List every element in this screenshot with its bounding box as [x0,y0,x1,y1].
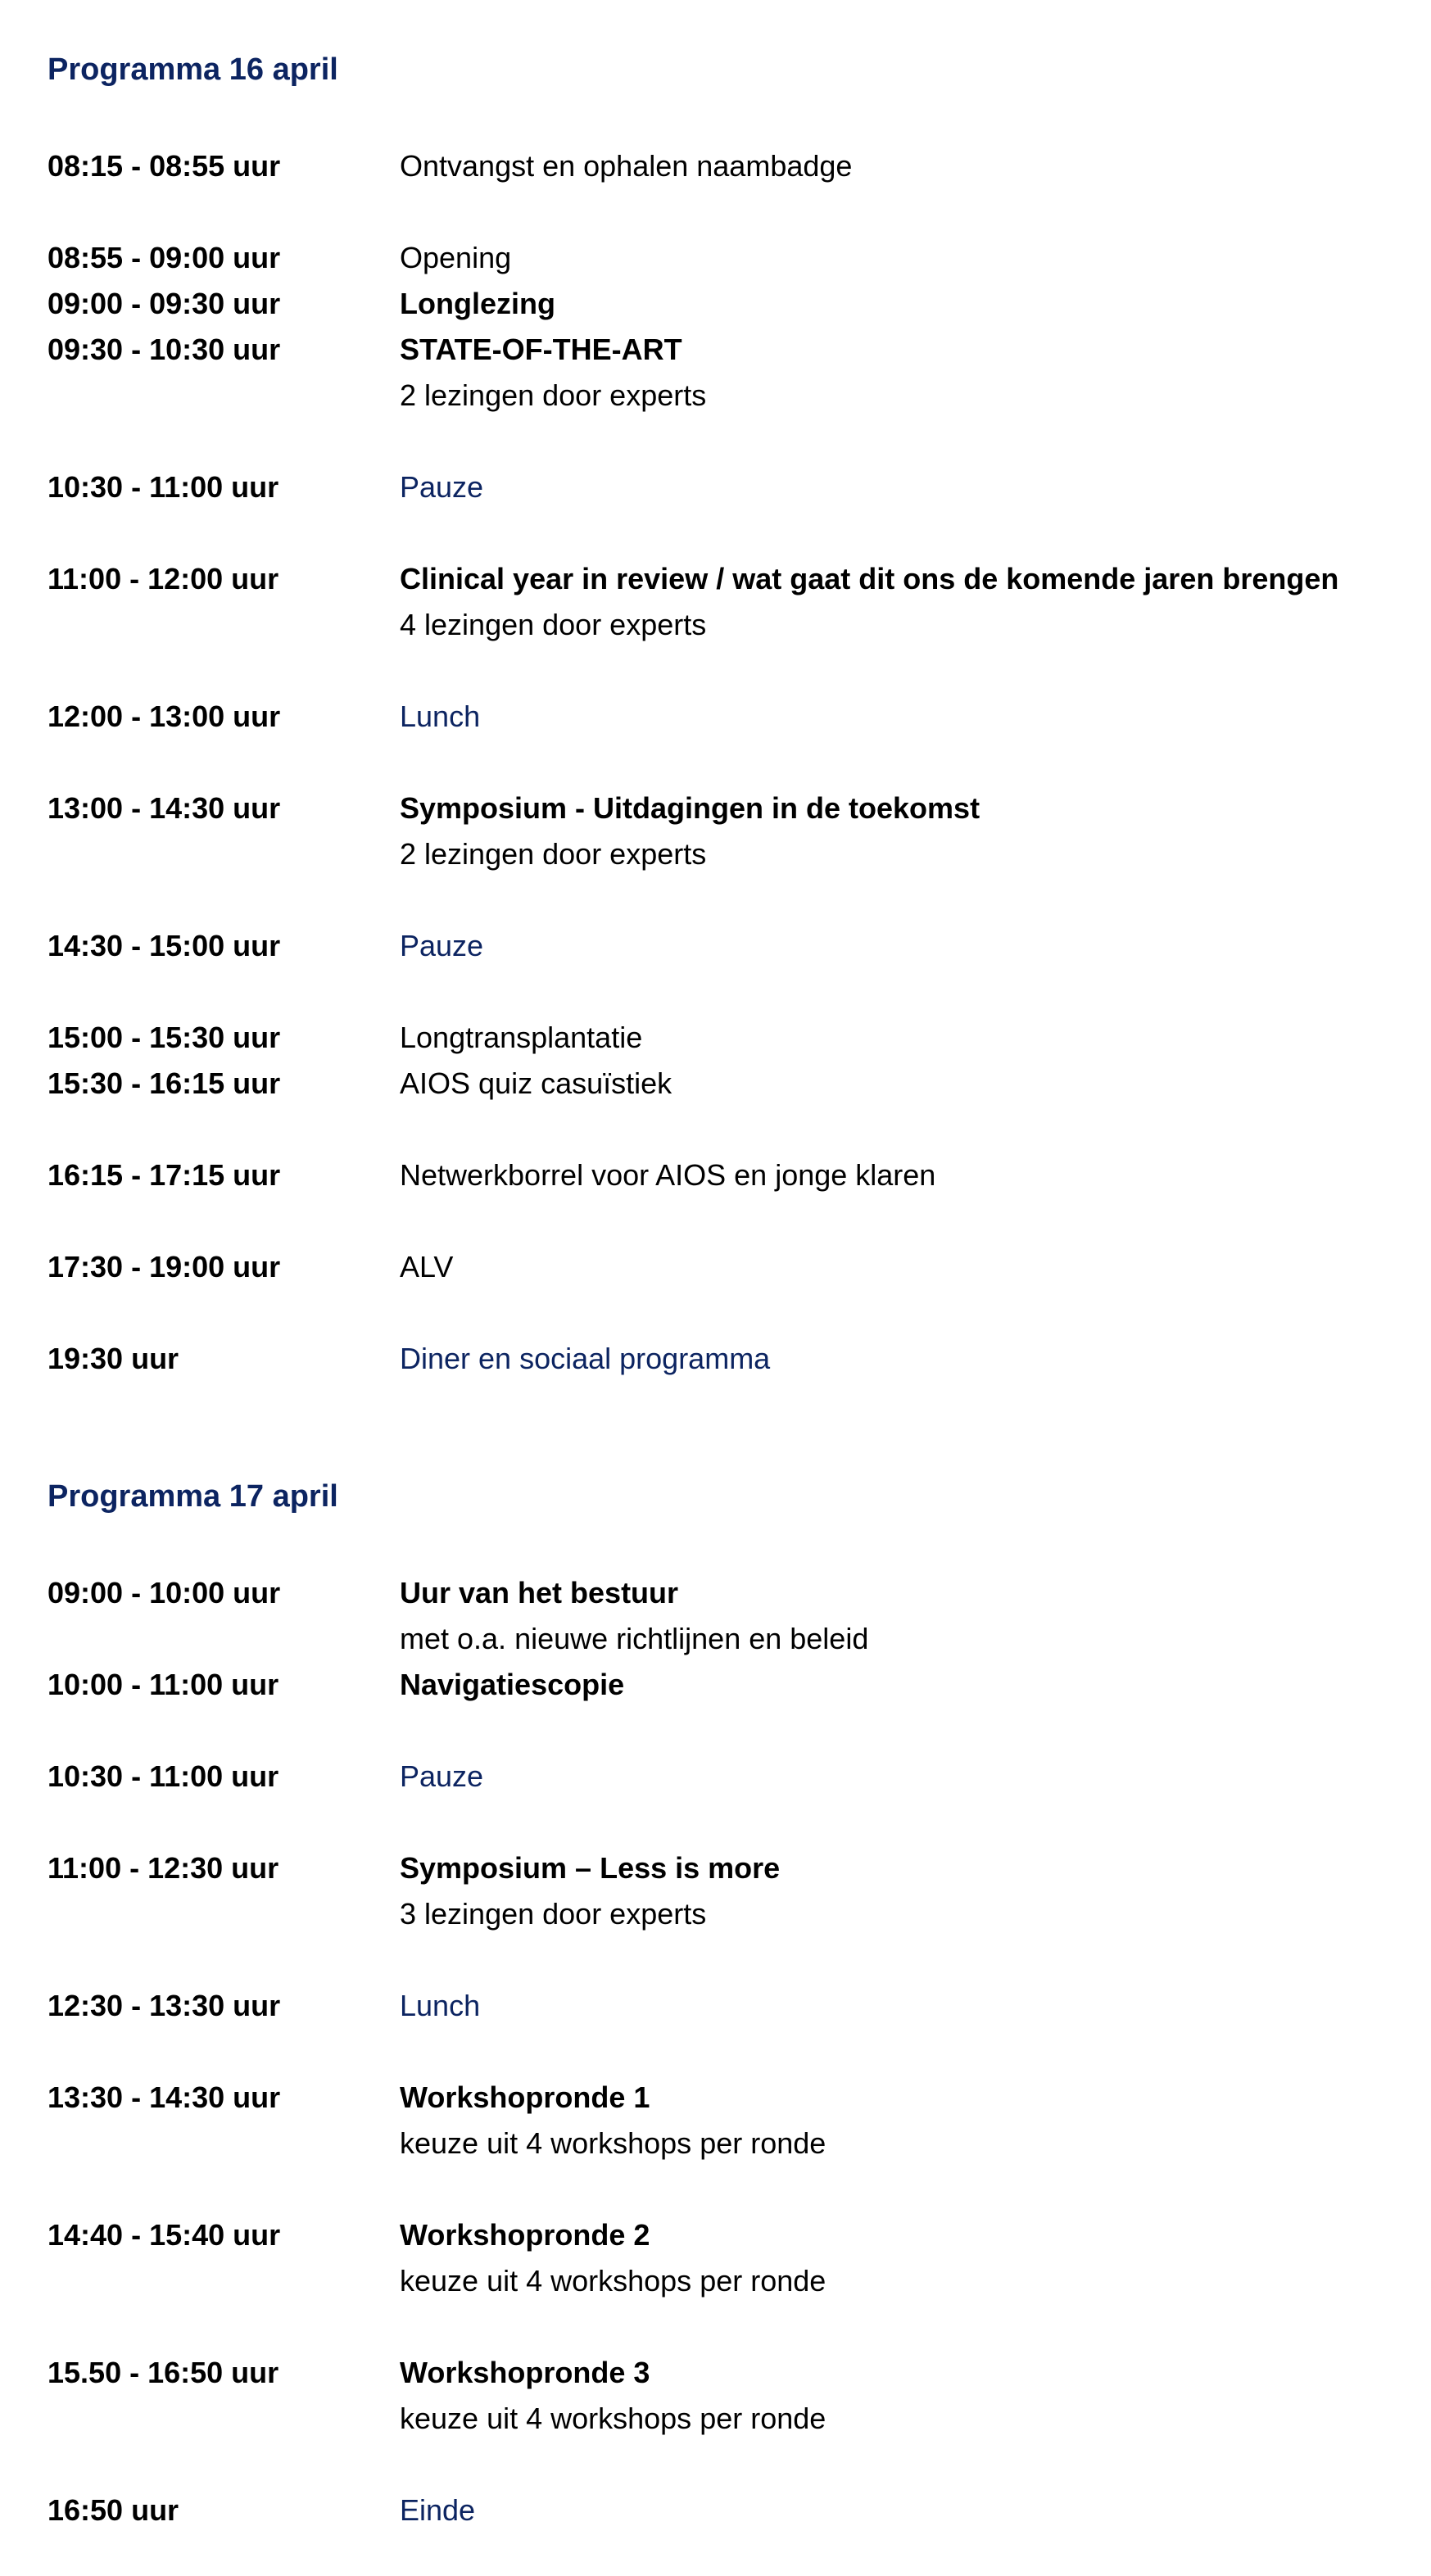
schedule-row [48,1662,1391,1708]
schedule-row [48,1570,1391,1655]
schedule-row [48,1152,1391,1198]
schedule-row [48,1983,1391,2029]
time-slot: 10:30 - 11:00 uur [48,1759,279,1793]
schedule-row [48,923,1391,969]
session-title: ALV [400,1250,454,1283]
day1-heading: Programma 16 april [48,52,338,87]
session-title: Netwerkborrel voor AIOS en jonge klaren [400,1158,936,1192]
session-subtitle: 4 lezingen door experts [400,608,707,641]
session-subtitle: 3 lezingen door experts [400,1897,707,1931]
time-slot: 11:00 - 12:30 uur [48,1851,279,1885]
session-title: Navigatiescopie [400,1668,625,1701]
break-label: Pauze [400,929,484,962]
time-slot: 15:30 - 16:15 uur [48,1066,281,1100]
end-label: Einde [400,2493,476,2527]
time-slot: 10:30 - 11:00 uur [48,470,279,504]
schedule-row [48,464,1391,510]
break-label: Pauze [400,470,484,504]
schedule-row [48,1336,1391,1382]
time-slot: 12:00 - 13:00 uur [48,699,281,733]
schedule-row [48,2075,1391,2160]
time-slot: 14:40 - 15:40 uur [48,2218,281,2252]
time-slot: 09:00 - 09:30 uur [48,287,281,320]
session-subtitle: keuze uit 4 workshops per ronde [400,2402,826,2435]
session-title: Opening [400,241,512,274]
session-subtitle: met o.a. nieuwe richtlijnen en beleid [400,1622,869,1655]
break-label: Pauze [400,1759,484,1793]
schedule-row [48,235,1391,281]
session-title: Uur van het bestuur [400,1576,679,1609]
day2-heading: Programma 17 april [48,1479,338,1514]
schedule-row [48,2350,1391,2435]
session-title: Longtransplantatie [400,1021,643,1054]
schedule-row [48,281,1391,327]
session-subtitle: 2 lezingen door experts [400,378,707,412]
schedule-row [48,1061,1391,1107]
time-slot: 11:00 - 12:00 uur [48,562,279,595]
time-slot: 12:30 - 13:30 uur [48,1989,281,2022]
session-title: Workshopronde 1 [400,2080,650,2114]
session-title: Workshopronde 2 [400,2218,650,2252]
schedule-row [48,1244,1391,1290]
time-slot: 09:00 - 10:00 uur [48,1576,281,1609]
time-slot: 10:00 - 11:00 uur [48,1668,279,1701]
session-title: Symposium – Less is more [400,1851,781,1885]
break-label: Lunch [400,699,481,733]
schedule-row [48,327,1391,412]
break-label: Lunch [400,1989,481,2022]
time-slot: 15:00 - 15:30 uur [48,1021,281,1054]
time-slot: 16:15 - 17:15 uur [48,1158,281,1192]
session-title: Workshopronde 3 [400,2356,650,2389]
schedule-row [48,1845,1391,1931]
schedule-row [48,694,1391,740]
schedule-row [48,1015,1391,1061]
session-subtitle: 2 lezingen door experts [400,837,707,871]
time-slot: 16:50 uur [48,2493,179,2527]
social-programme-label: Diner en sociaal programma [400,1342,771,1375]
session-subtitle: keuze uit 4 workshops per ronde [400,2264,826,2298]
schedule-row [48,2488,1391,2533]
schedule-row [48,785,1391,871]
time-slot: 17:30 - 19:00 uur [48,1250,281,1283]
time-slot: 15.50 - 16:50 uur [48,2356,279,2389]
session-title: STATE-OF-THE-ART [400,333,682,366]
session-title: Ontvangst en ophalen naambadge [400,149,853,183]
session-title: AIOS quiz casuïstiek [400,1066,672,1100]
time-slot: 14:30 - 15:00 uur [48,929,281,962]
time-slot: 13:30 - 14:30 uur [48,2080,281,2114]
time-slot: 19:30 uur [48,1342,179,1375]
time-slot: 13:00 - 14:30 uur [48,791,281,825]
time-slot: 09:30 - 10:30 uur [48,333,281,366]
session-title: Clinical year in review / wat gaat dit ons de komende jaren brengen [400,562,1339,595]
time-slot: 08:15 - 08:55 uur [48,149,281,183]
schedule-row [48,143,1391,189]
schedule-row [48,2212,1391,2298]
session-subtitle: keuze uit 4 workshops per ronde [400,2126,826,2160]
session-title: Symposium - Uitdagingen in de toekomst [400,791,980,825]
session-title: Longlezing [400,287,555,320]
time-slot: 08:55 - 09:00 uur [48,241,281,274]
schedule-row [48,1754,1391,1800]
schedule-row [48,556,1391,641]
